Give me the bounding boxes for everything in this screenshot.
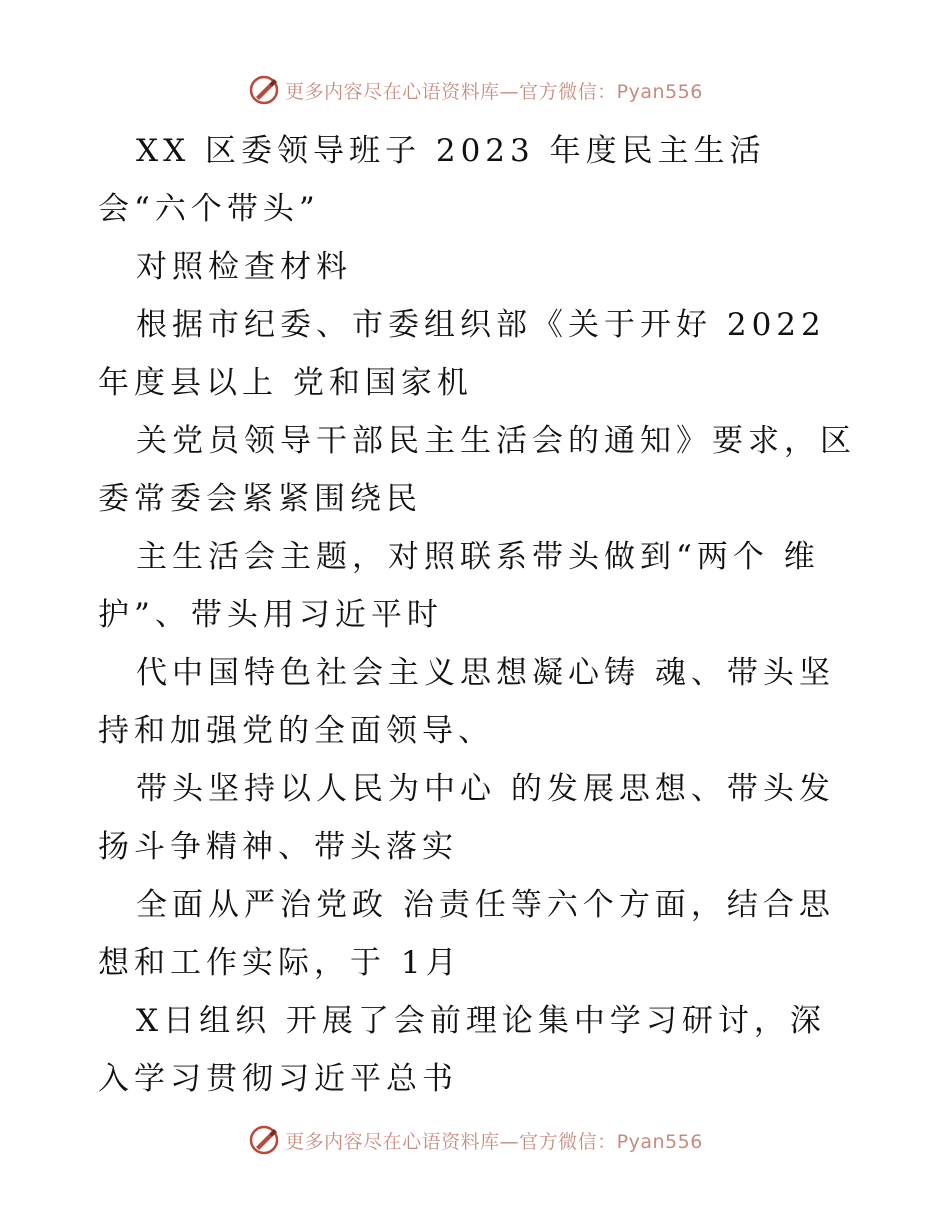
doc-title: XX 区委领导班子 2023 年度民主生活会“六个带头” xyxy=(98,133,766,227)
watermark-text: 更多内容尽在心语资料库—官方微信：Pyan556 xyxy=(285,80,703,103)
doc-subtitle: 对照检查材料 xyxy=(136,249,352,285)
pen-nib-circle-icon xyxy=(247,1123,281,1157)
doc-paragraph: 带头坚持以人民为中心 的发展思想、带头发扬斗争精神、带头落实 xyxy=(98,771,835,865)
pen-nib-circle-icon xyxy=(247,73,281,107)
watermark-text: 更多内容尽在心语资料库—官方微信：Pyan556 xyxy=(285,1130,703,1153)
header-watermark xyxy=(0,72,950,108)
doc-paragraph: 全面从严治党政 治责任等六个方面，结合思想和工作实际，于 1月 xyxy=(98,887,835,981)
doc-paragraph: 关党员领导干部民主生活会的通知》要求，区委常委会紧紧围绕民 xyxy=(98,423,856,517)
document-body xyxy=(98,122,858,1108)
footer-watermark xyxy=(0,1122,950,1158)
doc-paragraph: X日组织 开展了会前理论集中学习研讨，深入学习贯彻习近平总书 xyxy=(98,1003,826,1097)
doc-paragraph: 根据市纪委、市委组织部《关于开好 2022 年度县以上 党和国家机 xyxy=(98,307,826,401)
doc-paragraph: 代中国特色社会主义思想凝心铸 魂、带头坚持和加强党的全面领导、 xyxy=(98,655,835,749)
doc-paragraph: 主生活会主题，对照联系带头做到“两个 维护”、带头用习近平时 xyxy=(98,539,820,633)
